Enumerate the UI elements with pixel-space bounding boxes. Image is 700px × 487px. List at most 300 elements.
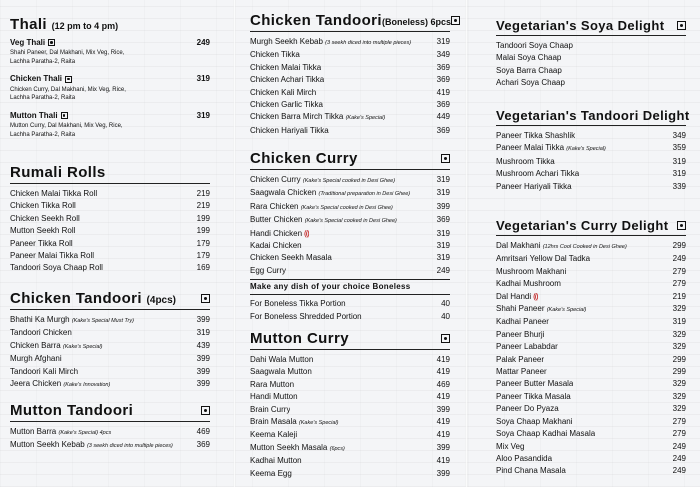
menu-item-row bbox=[496, 378, 686, 390]
menu-item-row bbox=[250, 455, 450, 467]
section-header bbox=[10, 164, 210, 184]
item-price: 279 bbox=[672, 266, 686, 276]
item-price: 179 bbox=[196, 251, 210, 261]
menu-item-row bbox=[496, 40, 686, 52]
item-price: 249 bbox=[672, 441, 686, 451]
item-name-wrap bbox=[496, 65, 562, 77]
item-price: 419 bbox=[436, 417, 450, 427]
item-note: (Kake's Special cooked in Desi Ghee) bbox=[302, 178, 396, 184]
menu-column-1 bbox=[0, 0, 232, 487]
item-name: Chicken Curry bbox=[250, 175, 301, 184]
item-name: For Boneless Tikka Portion bbox=[250, 299, 346, 309]
item-name-wrap bbox=[496, 130, 575, 142]
section-title: Chicken Tandoori(Boneless) 6pcs bbox=[250, 12, 451, 29]
item-price: 219 bbox=[672, 291, 686, 301]
nonveg-icon bbox=[61, 112, 68, 119]
item-name-wrap bbox=[496, 403, 559, 415]
item-price: 219 bbox=[196, 201, 210, 211]
item-name: Jeera Chicken bbox=[10, 379, 62, 389]
menu-item-row bbox=[496, 240, 686, 253]
item-name: Paneer Malai Tikka Roll bbox=[10, 251, 95, 261]
item-note: (Kake's Special) 4pcs bbox=[58, 430, 112, 436]
menu-item-row bbox=[250, 228, 450, 240]
item-price: 219 bbox=[196, 189, 210, 198]
item-price: 319 bbox=[436, 175, 450, 184]
menu-item-row bbox=[10, 262, 210, 274]
item-price: 399 bbox=[196, 379, 210, 389]
item-name: Butter Chicken bbox=[250, 215, 303, 225]
item-name-wrap bbox=[496, 316, 549, 328]
section-thali bbox=[10, 16, 210, 146]
item-name-wrap bbox=[250, 442, 345, 455]
section-mutton-curry bbox=[250, 330, 450, 480]
item-list bbox=[496, 40, 686, 90]
item-list bbox=[250, 36, 450, 137]
item-name-wrap bbox=[496, 40, 573, 52]
item-name: Aloo Pasandida bbox=[496, 453, 553, 463]
menu-item-row bbox=[250, 468, 450, 480]
item-name-wrap bbox=[250, 240, 302, 252]
menu-item-row bbox=[250, 252, 450, 264]
item-name-wrap bbox=[250, 468, 292, 480]
menu-item-row bbox=[496, 77, 686, 89]
item-price: 40 bbox=[441, 299, 450, 309]
item-name-wrap bbox=[250, 36, 411, 49]
item-name-wrap bbox=[250, 429, 297, 441]
item-name: Tandoori Soya Chaap bbox=[496, 41, 573, 50]
item-name-wrap bbox=[250, 416, 339, 429]
item-name-wrap bbox=[250, 99, 323, 111]
item-name-wrap bbox=[496, 266, 566, 278]
item-price: 349 bbox=[672, 131, 686, 140]
item-name-wrap bbox=[250, 174, 395, 187]
item-name-wrap bbox=[496, 278, 561, 290]
menu-item-row bbox=[250, 442, 450, 455]
item-description: Chicken Curry, Dal Makhani, Mix Veg, Rice, bbox=[10, 86, 126, 93]
item-name: Paneer Bhurji bbox=[496, 329, 545, 339]
menu-item-row bbox=[250, 366, 450, 378]
item-price: 199 bbox=[196, 226, 210, 236]
item-list bbox=[250, 354, 450, 480]
item-name: Mix Veg bbox=[496, 441, 525, 451]
item-name-wrap bbox=[496, 441, 524, 453]
menu-column-3 bbox=[468, 0, 700, 487]
item-name-wrap bbox=[250, 214, 397, 227]
item-price: 369 bbox=[436, 62, 450, 72]
chili-icon: ((( bbox=[304, 228, 310, 238]
item-name: Chicken Kali Mirch bbox=[250, 87, 317, 97]
item-name: Chicken Thali bbox=[10, 74, 63, 84]
item-name-wrap bbox=[10, 366, 78, 378]
menu-item-row bbox=[10, 314, 210, 327]
item-name-wrap bbox=[10, 225, 75, 237]
item-price: 169 bbox=[196, 263, 210, 273]
menu-item-row bbox=[496, 181, 686, 193]
item-price: 319 bbox=[672, 156, 686, 166]
item-name: Dal Makhani bbox=[496, 241, 541, 250]
item-note: (Kake's Special) bbox=[546, 307, 587, 314]
item-price: 419 bbox=[436, 355, 450, 364]
section-header bbox=[10, 290, 210, 310]
item-price: 40 bbox=[441, 311, 450, 321]
item-name: Soya Barra Chaap bbox=[496, 65, 562, 75]
item-price: 319 bbox=[672, 317, 686, 327]
item-price: 399 bbox=[436, 404, 450, 414]
item-name: Paneer Hariyali Tikka bbox=[496, 181, 572, 191]
item-name: Kadhai Mutton bbox=[250, 456, 302, 466]
section-chicken-curry bbox=[250, 150, 450, 323]
menu-item-row bbox=[250, 74, 450, 86]
menu-item-row bbox=[496, 465, 686, 477]
thali-item bbox=[10, 73, 210, 102]
item-list bbox=[10, 426, 210, 453]
menu-item-row bbox=[250, 429, 450, 441]
item-name-wrap bbox=[10, 378, 110, 391]
menu-item-row bbox=[496, 291, 686, 303]
item-price: 319 bbox=[196, 74, 210, 84]
section-header bbox=[496, 218, 686, 236]
menu-item-row bbox=[10, 327, 210, 339]
item-name-wrap bbox=[250, 74, 324, 86]
section-title: Vegetarian's Curry Delight bbox=[496, 218, 669, 233]
menu-item-row bbox=[496, 428, 686, 440]
menu-item-row bbox=[496, 278, 686, 290]
menu-item-row bbox=[496, 416, 686, 428]
item-price: 419 bbox=[436, 367, 450, 377]
menu-item-row bbox=[496, 130, 686, 142]
item-name: Brain Curry bbox=[250, 404, 291, 414]
menu-item-row bbox=[496, 329, 686, 341]
item-name-wrap bbox=[496, 291, 538, 303]
item-name-wrap bbox=[496, 156, 555, 168]
item-price: 279 bbox=[672, 429, 686, 439]
thali-item bbox=[10, 37, 210, 66]
item-name: Mutton Thali bbox=[10, 110, 58, 120]
item-price: 339 bbox=[672, 181, 686, 191]
menu-item-row bbox=[10, 378, 210, 391]
menu-item-row bbox=[250, 214, 450, 227]
item-name-wrap bbox=[10, 250, 94, 262]
item-price: 399 bbox=[436, 201, 450, 211]
item-name-wrap bbox=[250, 404, 290, 416]
item-name: Tandoori Kali Mirch bbox=[10, 366, 79, 376]
item-name-wrap bbox=[496, 253, 590, 265]
item-name: Murgh Afghani bbox=[10, 354, 62, 364]
item-name-wrap bbox=[250, 391, 298, 403]
item-price: 299 bbox=[672, 354, 686, 364]
item-name: Chicken Seekh Roll bbox=[10, 213, 80, 223]
item-price: 319 bbox=[436, 228, 450, 238]
item-price: 399 bbox=[196, 354, 210, 364]
item-list bbox=[250, 174, 450, 277]
item-name-wrap bbox=[10, 238, 73, 250]
menu-item-row bbox=[250, 391, 450, 403]
item-name: Keema Kaleji bbox=[250, 430, 298, 440]
item-name: Saagwala Chicken bbox=[250, 188, 317, 198]
item-name: Amritsari Yellow Dal Tadka bbox=[496, 254, 591, 264]
item-name: Tandoori Chicken bbox=[10, 328, 72, 338]
item-name-wrap bbox=[250, 252, 332, 264]
item-name-wrap bbox=[10, 262, 103, 274]
item-note: (6pcs) bbox=[329, 445, 345, 452]
item-price: 399 bbox=[436, 442, 450, 452]
item-name: Paneer Tikka Masala bbox=[496, 391, 571, 401]
item-price: 399 bbox=[196, 315, 210, 324]
item-name-wrap bbox=[250, 455, 302, 467]
menu-item-row bbox=[10, 200, 210, 212]
item-note: (3 seekh diced into multiple pieces) bbox=[325, 40, 412, 46]
item-price: 319 bbox=[196, 328, 210, 338]
item-name: Saagwala Mutton bbox=[250, 367, 312, 377]
item-price: 329 bbox=[672, 404, 686, 414]
section-mutton-tandoori bbox=[10, 402, 210, 453]
item-name: Chicken Malai Tikka bbox=[250, 62, 322, 72]
item-price: 329 bbox=[672, 379, 686, 389]
item-name: Soya Chaap Kadhai Masala bbox=[496, 429, 596, 439]
item-description: Lachha Paratha-2, Raita bbox=[10, 58, 76, 65]
item-price: 319 bbox=[672, 169, 686, 179]
item-list bbox=[10, 188, 210, 275]
section-title: Thali (12 pm to 4 pm) bbox=[10, 16, 119, 33]
item-name: For Boneless Shredded Portion bbox=[250, 311, 362, 321]
item-name-wrap bbox=[250, 379, 294, 391]
item-name-wrap bbox=[496, 378, 573, 390]
item-note: (Kake's Special cooked in Desi Ghee) bbox=[300, 204, 393, 211]
nonveg-icon bbox=[441, 154, 450, 163]
section-rumali-rolls bbox=[10, 164, 210, 275]
item-name: Rara Mutton bbox=[250, 379, 295, 389]
menu-item-row bbox=[10, 439, 210, 452]
item-price: 419 bbox=[436, 392, 450, 402]
menu-item-row bbox=[250, 111, 450, 124]
item-name-wrap bbox=[496, 77, 565, 89]
nonveg-icon bbox=[201, 294, 210, 303]
item-price: 249 bbox=[196, 38, 210, 47]
item-name-wrap bbox=[496, 391, 571, 403]
section-soya-delight bbox=[496, 18, 686, 90]
boneless-notice: Make any dish of your choice Boneless bbox=[250, 279, 450, 295]
item-note: (Traditional preparation in Desi Ghee) bbox=[318, 191, 411, 198]
item-price: 299 bbox=[672, 367, 686, 377]
item-name: Kadhai Mushroom bbox=[496, 279, 561, 289]
item-name: Bhathi Ka Murgh bbox=[10, 315, 70, 324]
menu-item-row bbox=[10, 353, 210, 365]
item-price: 319 bbox=[196, 110, 210, 120]
item-name: Mattar Paneer bbox=[496, 367, 547, 377]
item-description: Shahi Paneer, Dal Makhani, Mix Veg, Rice, bbox=[10, 50, 125, 57]
item-name: Chicken Barra bbox=[10, 340, 61, 350]
menu-item-row bbox=[250, 36, 450, 49]
item-description: Mutton Curry, Dal Makhani, Mix Veg, Rice, bbox=[10, 123, 123, 130]
menu-item-row bbox=[496, 168, 686, 180]
section-title: Vegetarian's Soya Delight bbox=[496, 18, 665, 33]
section-header bbox=[496, 18, 686, 36]
item-name-wrap bbox=[10, 327, 72, 339]
item-note: (Kake's Special) bbox=[566, 146, 606, 153]
menu-item-row bbox=[496, 142, 686, 155]
item-name-wrap bbox=[250, 366, 312, 378]
item-name: Rara Chicken bbox=[250, 201, 299, 211]
item-price: 199 bbox=[196, 213, 210, 223]
item-price: 299 bbox=[672, 241, 686, 250]
item-name: Dal Handi bbox=[496, 291, 532, 301]
menu-item-row bbox=[250, 49, 450, 61]
item-name: Paneer Do Pyaza bbox=[496, 404, 559, 414]
item-name: Mutton Barra bbox=[10, 427, 57, 436]
item-name-wrap bbox=[10, 426, 111, 439]
item-name-wrap bbox=[10, 314, 134, 327]
item-name-wrap bbox=[250, 87, 316, 99]
item-name-wrap bbox=[250, 62, 321, 74]
veg-icon bbox=[48, 39, 55, 46]
menu-item-row bbox=[250, 174, 450, 187]
menu-item-row bbox=[10, 426, 210, 439]
item-name: Chicken Hariyali Tikka bbox=[250, 125, 329, 135]
item-name: Murgh Seekh Kebab bbox=[250, 37, 323, 46]
menu-item-row bbox=[250, 201, 450, 214]
item-price: 359 bbox=[672, 143, 686, 153]
item-name-wrap bbox=[250, 201, 393, 214]
item-note: (Kake's Special) bbox=[298, 420, 339, 427]
item-price: 319 bbox=[436, 241, 450, 251]
item-name: Handi Chicken bbox=[250, 228, 303, 238]
nonveg-icon bbox=[65, 76, 72, 83]
item-price: 329 bbox=[672, 304, 686, 314]
nonveg-icon bbox=[201, 406, 210, 415]
item-name: Tandoori Soya Chaap Roll bbox=[10, 263, 103, 273]
item-name: Paneer Butter Masala bbox=[496, 379, 574, 389]
item-description: Lachha Paratha-2, Raita bbox=[10, 131, 76, 138]
section-veg-tandoori bbox=[496, 108, 690, 193]
item-name-wrap bbox=[496, 168, 579, 180]
item-name-wrap bbox=[250, 311, 362, 323]
item-name: Kadai Chicken bbox=[250, 241, 302, 251]
section-title: Mutton Tandoori bbox=[10, 402, 134, 419]
item-price: 319 bbox=[436, 253, 450, 263]
section-title: Rumali Rolls bbox=[10, 164, 106, 181]
menu-column-2 bbox=[236, 0, 464, 487]
item-name-wrap bbox=[496, 354, 544, 366]
item-name-wrap bbox=[496, 453, 552, 465]
item-note: (12hrs Cool Cooked in Desi Ghee) bbox=[542, 244, 627, 250]
item-name: Brain Masala bbox=[250, 417, 297, 427]
chili-icon: ((( bbox=[533, 291, 539, 301]
item-price: 419 bbox=[436, 87, 450, 97]
item-name: Chicken Tikka Roll bbox=[10, 201, 76, 211]
section-header bbox=[10, 16, 210, 35]
item-price: 349 bbox=[436, 50, 450, 60]
item-name: Soya Chaap Makhani bbox=[496, 416, 573, 426]
item-name: Veg Thali bbox=[10, 38, 46, 47]
item-name-wrap bbox=[250, 49, 300, 61]
item-name-wrap bbox=[496, 341, 558, 353]
item-name: Palak Paneer bbox=[496, 354, 545, 364]
item-name-wrap bbox=[10, 188, 97, 200]
menu-item-row bbox=[496, 52, 686, 64]
item-name: Paneer Malai Tikka bbox=[496, 143, 565, 153]
menu-item-row bbox=[10, 225, 210, 237]
item-name: Mutton Seekh Masala bbox=[250, 442, 328, 452]
menu-item-row bbox=[10, 213, 210, 225]
menu-item-row bbox=[10, 366, 210, 378]
menu-item-row bbox=[250, 265, 450, 277]
thali-item bbox=[10, 110, 210, 139]
menu-item-row bbox=[496, 403, 686, 415]
item-name-wrap bbox=[496, 52, 561, 64]
menu-item-row bbox=[496, 253, 686, 265]
menu-item-row bbox=[496, 453, 686, 465]
item-name: Mushroom Tikka bbox=[496, 156, 555, 166]
item-name: Paneer Lababdar bbox=[496, 342, 558, 352]
item-price: 399 bbox=[196, 366, 210, 376]
item-list bbox=[496, 240, 686, 478]
item-price: 279 bbox=[672, 279, 686, 289]
section-header bbox=[250, 330, 450, 350]
item-name: Keema Egg bbox=[250, 468, 292, 478]
item-note: (Kake's Special cooked in Desi Ghee) bbox=[304, 218, 397, 225]
item-price: 249 bbox=[672, 466, 686, 476]
nonveg-icon bbox=[441, 334, 450, 343]
item-price: 419 bbox=[436, 430, 450, 440]
item-list bbox=[10, 314, 210, 391]
item-name-wrap bbox=[250, 298, 346, 310]
menu-item-row bbox=[496, 316, 686, 328]
menu-item-row bbox=[250, 62, 450, 74]
item-name-wrap bbox=[10, 439, 173, 452]
item-price: 369 bbox=[436, 215, 450, 225]
item-price: 249 bbox=[672, 453, 686, 463]
item-name: Chicken Garlic Tikka bbox=[250, 100, 323, 110]
item-name-wrap bbox=[496, 465, 566, 477]
item-price: 399 bbox=[436, 468, 450, 478]
item-price: 179 bbox=[196, 238, 210, 248]
item-name: Kadhai Paneer bbox=[496, 317, 549, 327]
menu-item-row bbox=[496, 303, 686, 316]
item-price: 369 bbox=[436, 100, 450, 110]
item-price: 319 bbox=[436, 37, 450, 46]
item-name: Chicken Seekh Masala bbox=[250, 253, 332, 263]
veg-icon bbox=[677, 221, 686, 230]
section-title: Chicken Curry bbox=[250, 150, 358, 167]
menu-item-row bbox=[496, 341, 686, 353]
item-name: Paneer Tikka Shashlik bbox=[496, 131, 576, 140]
item-price: 419 bbox=[436, 456, 450, 466]
item-price: 369 bbox=[196, 440, 210, 450]
item-price: 329 bbox=[672, 342, 686, 352]
item-name-wrap bbox=[250, 265, 286, 277]
item-name-wrap bbox=[10, 340, 103, 353]
item-name: Mushroom Achari Tikka bbox=[496, 169, 580, 179]
section-header bbox=[250, 150, 450, 170]
menu-item-row bbox=[250, 404, 450, 416]
item-name-wrap bbox=[10, 353, 62, 365]
item-price: 469 bbox=[196, 427, 210, 436]
item-list bbox=[496, 130, 686, 193]
item-name: Handi Mutton bbox=[250, 392, 298, 402]
menu-item-row bbox=[10, 340, 210, 353]
item-price: 449 bbox=[436, 112, 450, 122]
item-name: Chicken Achari Tikka bbox=[250, 75, 325, 85]
menu-item-row bbox=[496, 266, 686, 278]
item-name: Mutton Seekh Kebab bbox=[10, 440, 85, 450]
item-name-wrap bbox=[496, 181, 572, 193]
item-name: Chicken Barra Mirch Tikka bbox=[250, 112, 344, 122]
menu-item-row bbox=[496, 441, 686, 453]
menu-item-row bbox=[10, 188, 210, 200]
menu-item-row bbox=[250, 416, 450, 429]
item-note: (Kake's Special Must Try) bbox=[71, 318, 134, 324]
item-name-wrap bbox=[496, 416, 573, 428]
